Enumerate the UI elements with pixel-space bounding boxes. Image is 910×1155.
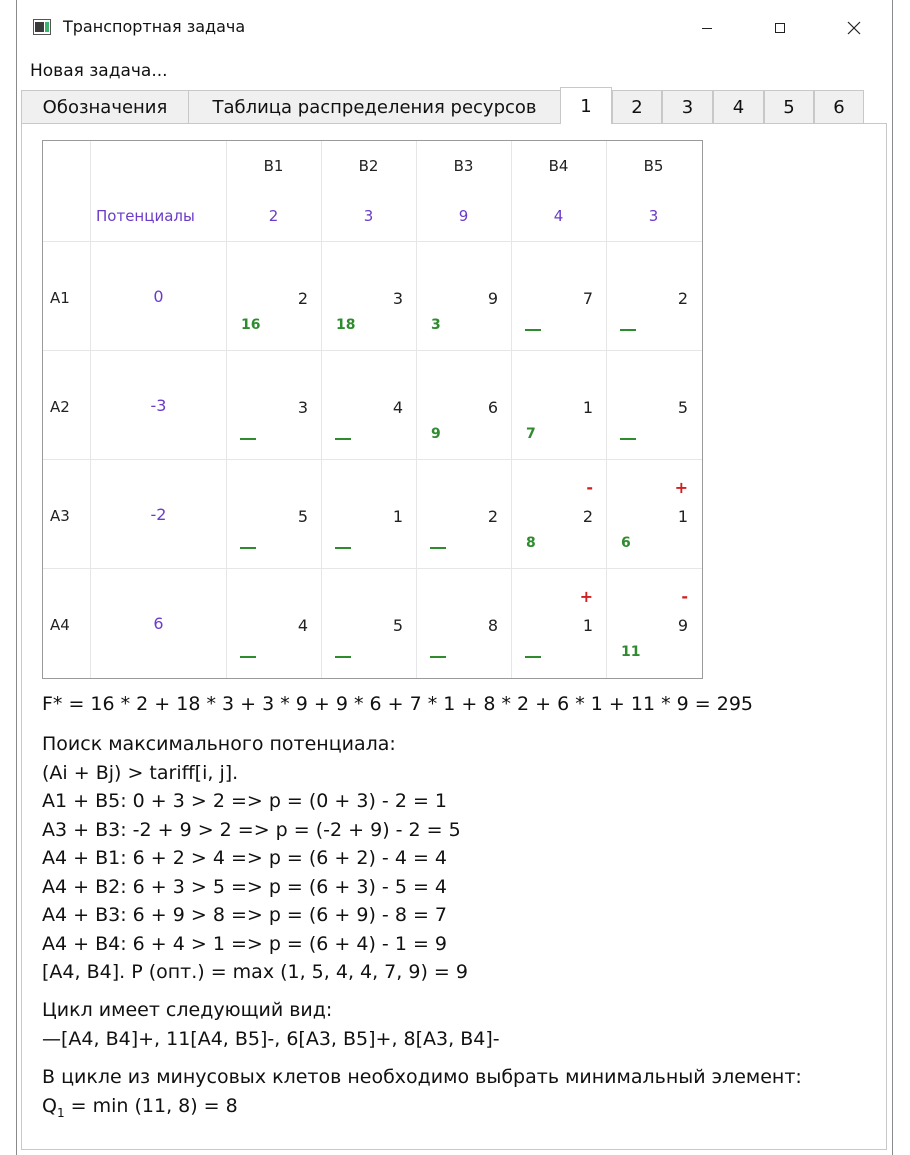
empty-allocation-dash xyxy=(620,438,636,440)
cell-tariff: 5 xyxy=(297,507,308,526)
empty-allocation-dash xyxy=(620,329,636,331)
cell-tariff: 4 xyxy=(297,616,308,635)
search-line: Поиск максимального потенциала: xyxy=(42,733,396,755)
cycle-line: —[A4, B4]+, 11[A4, B5]-, 6[A3, B5]+, 8[A3, B4]- xyxy=(42,1027,500,1050)
maximize-button[interactable] xyxy=(757,10,803,46)
row-header: A3 xyxy=(50,507,70,525)
empty-allocation-dash xyxy=(335,656,351,658)
objective-function: F* = 16 * 2 + 18 * 3 + 3 * 9 + 9 * 6 + 7 * 1 + 8 * 2 + 6 * 1 + 11 * 9 = 295 xyxy=(42,693,753,715)
max-potential-search xyxy=(42,730,468,987)
search-line: A4 + B4: 6 + 4 > 1 => p = (6 + 4) - 1 = 9 xyxy=(42,932,448,955)
app-window xyxy=(16,0,893,1155)
cell-allocation: 11 xyxy=(621,644,641,660)
cell-tariff: 9 xyxy=(677,616,688,635)
empty-allocation-dash xyxy=(240,438,256,440)
cell-tariff: 2 xyxy=(487,507,498,526)
cell-allocation: 18 xyxy=(336,317,356,333)
row-potential: -3 xyxy=(150,396,167,415)
distribution-table xyxy=(42,140,703,679)
search-line: A4 + B1: 6 + 2 > 4 => p = (6 + 2) - 4 = 4 xyxy=(42,847,448,869)
tab-5[interactable]: 5 xyxy=(764,90,814,123)
cell-allocation: 8 xyxy=(526,535,536,551)
column-potential: 4 xyxy=(553,207,564,225)
cell-tariff: 1 xyxy=(677,507,688,526)
potentials-label: Потенциалы xyxy=(96,207,195,225)
cell-tariff: 3 xyxy=(392,289,403,308)
search-line: A4 + B2: 6 + 3 > 5 => p = (6 + 3) - 5 = 4 xyxy=(42,875,448,898)
minimum-line: В цикле из минусовых клетов необходимо выбрать минимальный элемент: xyxy=(42,1066,802,1088)
search-line: (Ai + Bj) > tariff[i, j]. xyxy=(42,761,239,784)
minimize-button[interactable] xyxy=(684,10,730,46)
cell-tariff: 2 xyxy=(677,289,688,308)
search-line: A3 + B3: -2 + 9 > 2 => p = (-2 + 9) - 2 = 5 xyxy=(42,818,461,841)
close-button[interactable] xyxy=(831,10,877,46)
cell-tariff: 6 xyxy=(487,398,498,417)
menu-bar xyxy=(17,56,892,86)
column-potential: 2 xyxy=(268,207,279,225)
row-potential: 6 xyxy=(153,614,164,633)
cell-tariff: 2 xyxy=(297,289,308,308)
cell-allocation: 9 xyxy=(431,426,441,442)
empty-allocation-dash xyxy=(525,329,541,331)
column-potential: 3 xyxy=(648,207,659,225)
row-potential: -2 xyxy=(150,505,167,524)
tab-2[interactable]: 2 xyxy=(612,90,662,123)
cell-tariff: 2 xyxy=(582,507,593,526)
cell-allocation: 16 xyxy=(241,317,261,333)
cell-tariff: 4 xyxy=(392,398,403,417)
search-line: [A4, B4]. P (опт.) = max (1, 5, 4, 4, 7, 9) = 9 xyxy=(42,961,468,983)
cell-tariff: 1 xyxy=(582,616,593,635)
cycle-description xyxy=(42,996,500,1053)
empty-allocation-dash xyxy=(430,656,446,658)
column-header: B2 xyxy=(358,157,379,175)
column-header: B1 xyxy=(263,157,284,175)
column-potential: 9 xyxy=(458,207,469,225)
q-result: $Q_1 = \min (11$, 8) = 8 xyxy=(42,1094,238,1120)
window-title: Транспортная задача xyxy=(63,17,246,36)
title-bar xyxy=(17,0,892,56)
cell-tariff: 5 xyxy=(677,398,688,417)
cycle-sign: - xyxy=(681,587,688,606)
search-line: A4 + B3: 6 + 9 > 8 => p = (6 + 9) - 8 = 7 xyxy=(42,904,448,926)
tab-1[interactable]: 1 xyxy=(560,87,612,124)
tab-4[interactable]: 4 xyxy=(713,90,764,123)
menu-new-task[interactable]: Новая задача... xyxy=(30,61,168,81)
column-header: B5 xyxy=(643,157,664,175)
column-potential: 3 xyxy=(363,207,374,225)
cell-tariff: 9 xyxy=(487,289,498,308)
tab-notation[interactable]: Обозначения xyxy=(21,90,189,123)
row-header: A2 xyxy=(50,398,70,416)
tab-3[interactable]: 3 xyxy=(662,90,713,123)
cycle-sign: + xyxy=(579,587,593,606)
cycle-line: Цикл имеет следующий вид: xyxy=(42,999,333,1021)
tab-resource-table[interactable]: Таблица распределения ресурсов xyxy=(188,90,561,123)
cycle-sign: + xyxy=(674,478,688,497)
empty-allocation-dash xyxy=(240,547,256,549)
empty-allocation-dash xyxy=(430,547,446,549)
tab-bar xyxy=(17,87,892,123)
search-line: A1 + B5: 0 + 3 > 2 => p = (0 + 3) - 2 = 1 xyxy=(42,790,448,812)
app-icon xyxy=(33,19,51,35)
tab-content-panel xyxy=(21,123,887,1150)
empty-allocation-dash xyxy=(335,547,351,549)
column-header: B3 xyxy=(453,157,474,175)
cell-allocation: 7 xyxy=(526,426,536,442)
column-header: B4 xyxy=(548,157,569,175)
cycle-sign: - xyxy=(586,478,593,497)
empty-allocation-dash xyxy=(240,656,256,658)
cell-tariff: 5 xyxy=(392,616,403,635)
empty-allocation-dash xyxy=(335,438,351,440)
tab-6[interactable]: 6 xyxy=(814,90,864,123)
minimum-selection xyxy=(42,1063,802,1127)
row-header: A4 xyxy=(50,616,70,634)
cell-allocation: 6 xyxy=(621,535,631,551)
cell-tariff: 8 xyxy=(487,616,498,635)
row-header: A1 xyxy=(50,289,70,307)
cell-allocation: 3 xyxy=(431,317,441,333)
empty-allocation-dash xyxy=(525,656,541,658)
cell-tariff: 1 xyxy=(582,398,593,417)
cell-tariff: 3 xyxy=(297,398,308,417)
cell-tariff: 1 xyxy=(392,507,403,526)
cell-tariff: 7 xyxy=(582,289,593,308)
row-potential: 0 xyxy=(153,287,164,306)
